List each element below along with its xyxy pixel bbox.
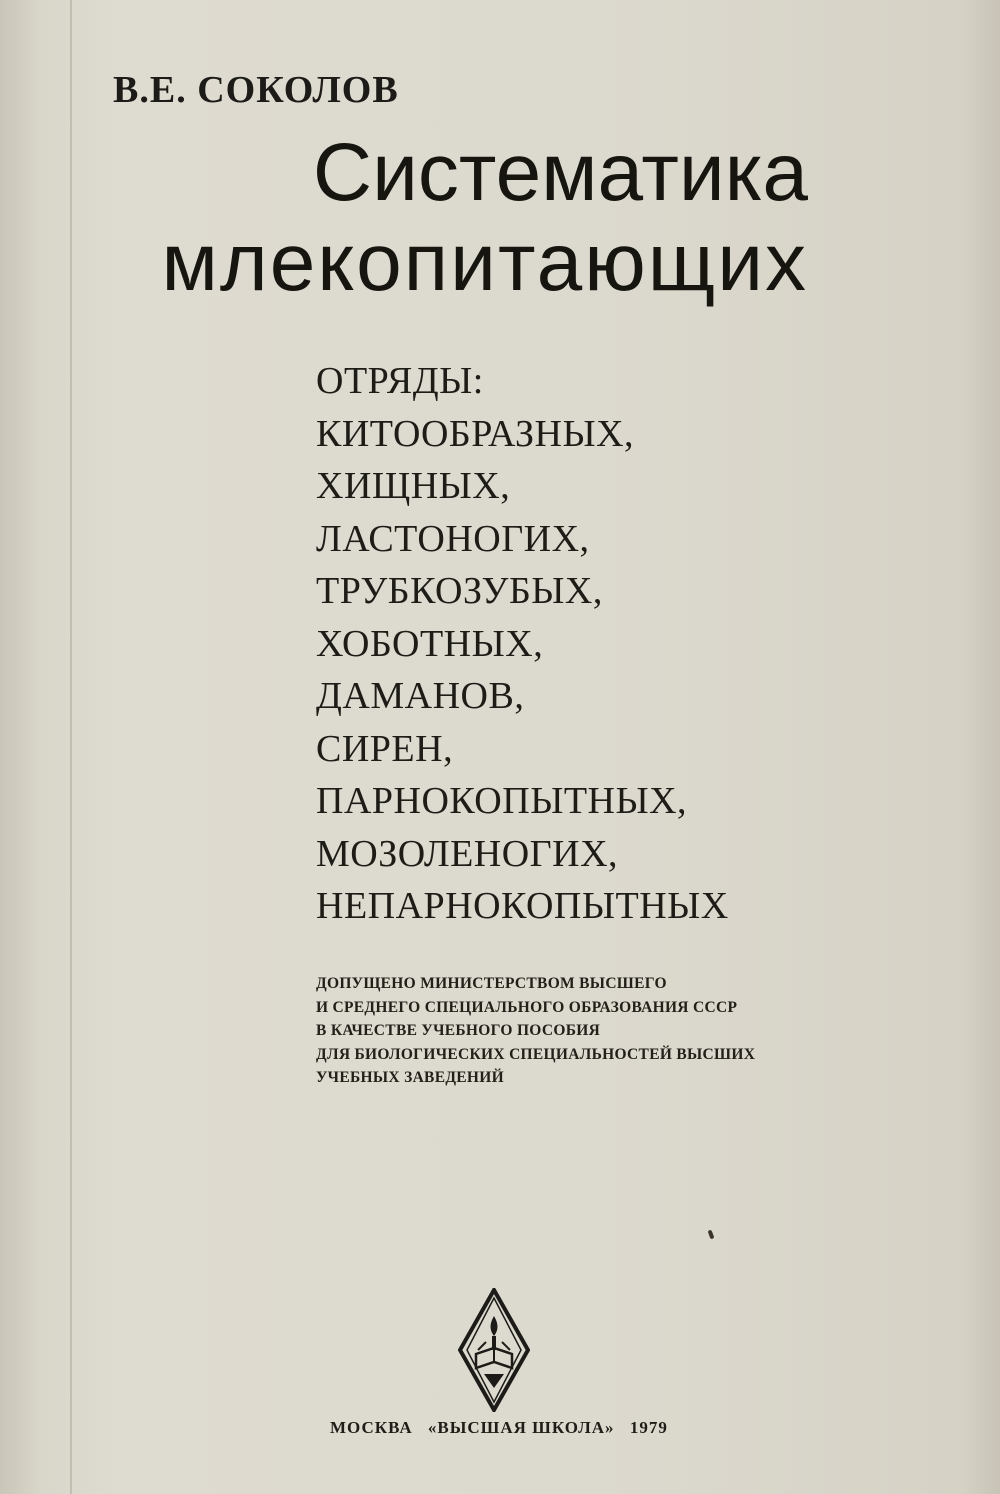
order-item: ХОБОТНЫХ,	[316, 622, 544, 665]
order-item: НЕПАРНОКОПЫТНЫХ	[316, 885, 729, 927]
imprint-publisher: «ВЫСШАЯ ШКОЛА»	[427, 1418, 615, 1437]
approval-line: В КАЧЕСТВЕ УЧЕБНОГО ПОСОБИЯ	[316, 1022, 601, 1039]
order-item: КИТООБРАЗНЫХ,	[316, 412, 635, 455]
order-item: СИРЕН,	[316, 727, 454, 770]
book-title-line-2: млекопитающих	[161, 217, 808, 308]
order-item: ПАРНОКОПЫТНЫХ,	[316, 780, 688, 822]
paper-speck	[708, 1230, 715, 1240]
publisher-emblem-icon	[458, 1288, 530, 1412]
imprint	[330, 1418, 678, 1438]
order-item: МОЗОЛЕНОГИХ,	[316, 832, 619, 875]
approval-line: ДОПУЩЕНО МИНИСТЕРСТВОМ ВЫСШЕГО	[316, 975, 667, 992]
imprint-city: МОСКВА	[330, 1418, 413, 1437]
author-name: В.Е. СОКОЛОВ	[113, 69, 399, 111]
imprint-year: 1979	[629, 1418, 668, 1437]
order-item: ТРУБКОЗУБЫХ,	[316, 570, 603, 612]
approval-line: ДЛЯ БИОЛОГИЧЕСКИХ СПЕЦИАЛЬНОСТЕЙ ВЫСШИХ	[316, 1045, 756, 1063]
orders-heading: ОТРЯДЫ:	[316, 360, 484, 402]
approval-line: И СРЕДНЕГО СПЕЦИАЛЬНОГО ОБРАЗОВАНИЯ СССР	[316, 998, 738, 1016]
approval-line: УЧЕБНЫХ ЗАВЕДЕНИЙ	[316, 1069, 505, 1086]
book-title	[113, 128, 913, 308]
book-title-line-1: Систематика	[312, 127, 808, 218]
order-item: ДАМАНОВ,	[316, 675, 525, 717]
order-item: ЛАСТОНОГИХ,	[316, 517, 590, 560]
approval-note	[316, 972, 755, 1090]
orders-list	[316, 355, 729, 933]
order-item: ХИЩНЫХ,	[316, 465, 511, 507]
